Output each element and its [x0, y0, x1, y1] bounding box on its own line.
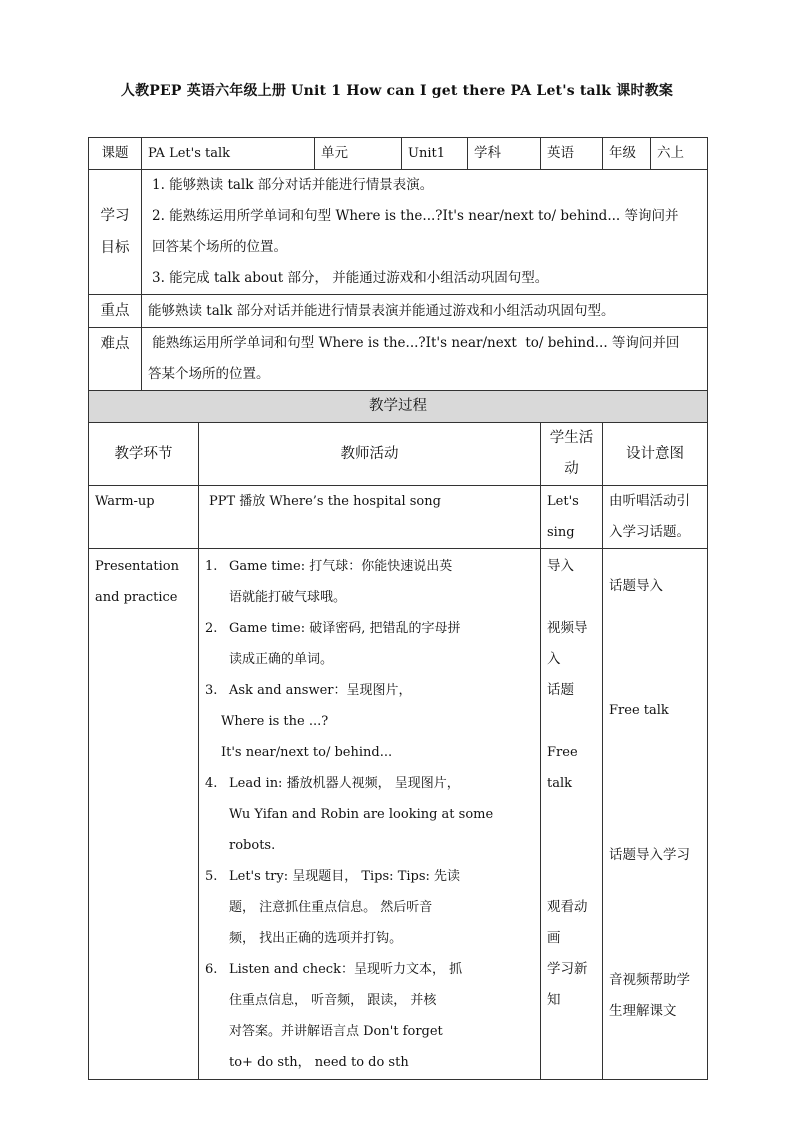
intent-item-4: 音视频帮助学 [609, 972, 691, 988]
key-points-text: 能够熟读 talk 部分对话并能进行情景表演并能通过游戏和小组活动巩固句型。 [142, 295, 708, 328]
objectives-label-line1: 学习 [100, 208, 130, 224]
objectives-label [89, 170, 142, 295]
difficulties-label: 难点 [89, 328, 142, 391]
warmup-teacher: PPT 播放 Where’s the hospital song [199, 486, 541, 549]
difficulties-row [89, 328, 708, 391]
unit-value: Unit1 [402, 138, 468, 170]
presentation-intent [603, 549, 708, 1080]
grade-value: 六上 [651, 138, 708, 170]
warmup-row [89, 486, 708, 549]
objective-2-cont: 回答某个场所的位置。 [152, 239, 287, 255]
intent-item-2: Free talk [609, 703, 669, 718]
objectives-label-line2: 目标 [100, 240, 130, 256]
lesson-plan-table [88, 137, 708, 1080]
difficulties-content [142, 328, 708, 391]
process-title: 教学过程 [89, 391, 708, 423]
grade-label: 年级 [603, 138, 651, 170]
teacher-steps [205, 551, 534, 1078]
student-item-4: Free talk [547, 745, 578, 791]
presentation-student [541, 549, 603, 1080]
intent-item-1: 话题导入 [609, 578, 664, 594]
warmup-stage: Warm-up [89, 486, 199, 549]
key-points-row [89, 295, 708, 328]
student-item-6: 学习新知 [547, 961, 588, 1008]
objectives-row [89, 170, 708, 295]
step-3: 3. Ask and answer：呈现图片， [205, 683, 412, 698]
header-teacher: 教师活动 [199, 423, 541, 486]
student-item-3: 话题 [547, 682, 575, 698]
objectives-content [142, 170, 708, 295]
subject-label: 学科 [468, 138, 541, 170]
process-section-header [89, 391, 708, 423]
subject-value: 英语 [541, 138, 603, 170]
intent-item-3: 话题导入学习 [609, 847, 691, 863]
step-1: 1. Game time: 打气球：你能快速说出英 语就能打破气球哦。 [205, 559, 453, 605]
intent-item-5: 生理解课文 [609, 1003, 677, 1019]
unit-label: 单元 [315, 138, 402, 170]
presentation-row [89, 549, 708, 1080]
step-6: 6. Listen and check：呈现听力文本， 抓 住重点信息， 听音频， 跟读， 并核 对答案。并讲解语言点 Don't forget to+ do sth， need to do sth [205, 962, 463, 1070]
warmup-intent-line2: 入学习话题。 [609, 524, 691, 540]
objective-3: 3. 能完成 talk about 部分， 并能通过游戏和小组活动巩固句型。 [152, 270, 549, 286]
presentation-stage-line2: and practice [95, 590, 178, 605]
step-4: 4. Lead in: 播放机器人视频， 呈现图片， Wu Yifan and Robin are looking at some robots. [205, 776, 494, 853]
header-student: 学生活动 [541, 423, 603, 486]
topic-label: 课题 [89, 138, 142, 170]
presentation-stage [89, 549, 199, 1080]
topic-value: PA Let's talk [142, 138, 315, 170]
difficulties-line2: 答某个场所的位置。 [148, 366, 270, 382]
student-item-2: 视频导入 [547, 620, 588, 667]
header-stage: 教学环节 [89, 423, 199, 486]
document-title: 人教PEP 英语六年级上册 Unit 1 How can I get there PA Let's talk 课时教案 [120, 83, 674, 99]
presentation-stage-line1: Presentation [95, 559, 179, 574]
warmup-intent [603, 486, 708, 549]
warmup-student: Let's sing [541, 486, 603, 549]
process-column-headers [89, 423, 708, 486]
objective-1: 1. 能够熟读 talk 部分对话并能进行情景表演。 [152, 177, 434, 193]
warmup-intent-line1: 由听唱活动引 [609, 493, 691, 509]
student-item-5: 观看动画 [547, 899, 588, 946]
info-row [89, 138, 708, 170]
presentation-teacher [199, 549, 541, 1080]
student-item-1: 导入 [547, 558, 575, 574]
step-2: 2. Game time: 破译密码, 把错乱的字母拼 读成正确的单词。 [205, 621, 461, 667]
step-3-sub: Where is the ...? It's near/next to/ behind... [221, 714, 393, 760]
step-5: 5. Let's try: 呈现题目， Tips: Tips: 先读 题， 注意抓住重点信息。 然后听音 频， 找出正确的选项并打钩。 [205, 869, 461, 946]
objective-2: 2. 能熟练运用所学单词和句型 Where is the...?It's near/next to/ behind... 等询问并 [152, 208, 679, 224]
difficulties-line1: 能熟练运用所学单词和句型 Where is the...?It's near/next to/ behind... 等询问并回 [148, 335, 680, 351]
key-points-label: 重点 [89, 295, 142, 328]
header-intent: 设计意图 [603, 423, 708, 486]
